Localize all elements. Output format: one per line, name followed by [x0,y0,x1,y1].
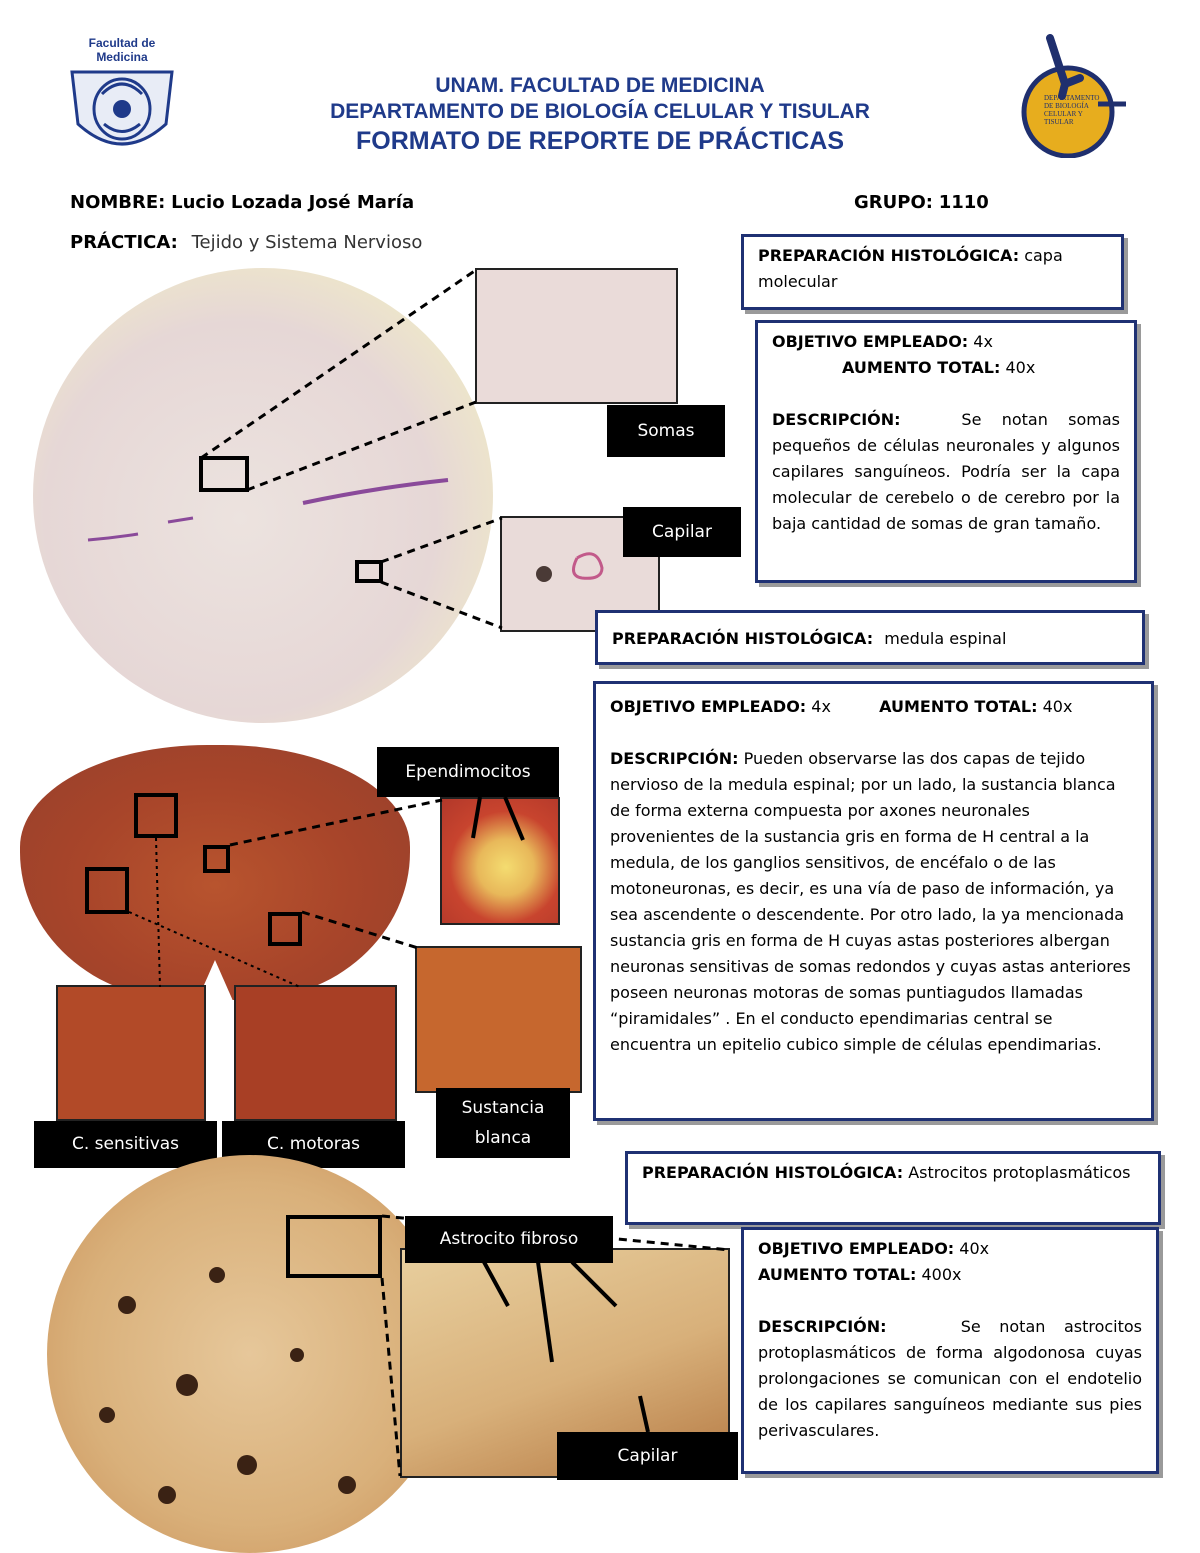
capilar-label-1: Capilar [623,507,741,557]
prep-label-2: PREPARACIÓN HISTOLÓGICA: [612,629,874,648]
white-matter-zoom-image [415,946,582,1093]
motor-zoom-image [234,985,397,1121]
desc-label-3: DESCRIPCIÓN: [758,1317,887,1336]
desc-value-3: Se notan astrocitos protoplasmáticos de forma algodonosa cuyas prolongaciones se comunican con el endotelio de los capilares sanguíneos mediante sus pies perivasculares. [758,1317,1143,1440]
prep-value-3: Astrocitos protoplasmáticos [908,1163,1131,1182]
capilar-region-frame [355,560,383,583]
motoras-label: C. motoras [222,1121,405,1168]
astrocyte-dots [47,1155,452,1553]
capillary-streaks [33,268,493,723]
total-label-1: AUMENTO TOTAL: [842,358,1001,377]
ependymal-zoom-image [440,797,560,925]
name-row [70,192,414,213]
practice-row [70,232,422,253]
group-value: 1110 [938,192,989,213]
somas-zoom-image [475,268,678,404]
ependimocitos-label: Ependimocitos [377,747,559,797]
astrocito-fibroso-label: Astrocito fibroso [405,1216,613,1263]
white-matter-region-frame [268,912,302,946]
header-line3: FORMATO DE REPORTE DE PRÁCTICAS [356,127,844,155]
header-line2: DEPARTAMENTO DE BIOLOGÍA CELULAR Y TISULAR [330,100,870,123]
department-logo-text: DEPARTAMENTO DE BIOLOGÍA CELULAR Y TISULAR [1044,94,1100,126]
prep-label-3: PREPARACIÓN HISTOLÓGICA: [642,1163,904,1182]
prep-value-2: medula espinal [884,629,1007,648]
somas-region-frame [199,456,249,492]
prep-box-2 [595,610,1145,665]
capilar-label-2: Capilar [557,1432,738,1480]
obj-label-3: OBJETIVO EMPLEADO: [758,1239,955,1258]
desc-label-2: DESCRIPCIÓN: [610,749,739,768]
obj-value-1: 4x [973,332,993,351]
group-label: GRUPO: [854,192,933,213]
header-line1: UNAM. FACULTAD DE MEDICINA [435,74,765,97]
sensory-region-frame [134,793,178,838]
prep-value-1: capa molecular [758,246,1063,291]
obj-label-2: OBJETIVO EMPLEADO: [610,697,807,716]
prep-box-3 [625,1151,1161,1225]
sensitivas-label: C. sensitivas [34,1121,217,1168]
ependymal-region-frame [203,845,230,873]
total-label-3: AUMENTO TOTAL: [758,1265,917,1284]
name-value: Lucio Lozada José María [171,192,415,213]
total-value-3: 400x [921,1265,962,1284]
total-label-2: AUMENTO TOTAL: [879,697,1038,716]
prep-label-1: PREPARACIÓN HISTOLÓGICA: [758,246,1020,265]
group-row [854,192,989,213]
practice-value: Tejido y Sistema Nervioso [191,232,423,253]
total-value-1: 40x [1005,358,1036,377]
motor-region-frame [85,867,129,914]
logo-caption: Facultad de Medicina [88,36,156,64]
sustancia-blanca-label: Sustancia blanca [436,1088,570,1158]
desc-box-3 [741,1227,1159,1474]
desc-value-2: Pueden observarse las dos capas de tejido nervioso de la medula espinal; por un lado, la sustancia blanca de forma externa compuesta por axones neuronales provenientes de la sustancia gris en forma de H central a la medula, de los ganglios sensitivos, de encéfalo o de las motoneuronas, es decir, es una vía de paso de información, ya sea ascendente o descendente. Por otro lado, la ya mencionada sustancia gris en forma de H cuyas astas posteriores albergan neuronas sensitivas de somas redondos y cuyas astas anteriores poseen neuronas motoras de somas puntiagudos llamadas “piramidales” . En el conducto ependimarias central se encuentra un epitelio cubico simple de células ependimarias. [610,749,1131,1054]
desc-label-1: DESCRIPCIÓN: [772,410,901,429]
name-label: NOMBRE: [70,192,166,213]
obj-value-2: 4x [811,697,831,716]
department-logo [1010,34,1130,158]
sensory-zoom-image [56,985,206,1121]
total-value-2: 40x [1042,697,1073,716]
obj-value-3: 40x [959,1239,990,1258]
desc-box-2 [593,681,1154,1121]
obj-label-1: OBJETIVO EMPLEADO: [772,332,969,351]
prep-box-1 [741,234,1124,310]
somas-label: Somas [607,405,725,457]
practice-label: PRÁCTICA: [70,232,178,253]
astrocyte-region-frame [286,1215,382,1278]
desc-value-1: Se notan somas pequeños de células neuronales y algunos capilares sanguíneos. Podría ser la capa molecular de cerebelo o de cerebro por la baja cantidad de somas de gran tamaño. [772,410,1120,533]
desc-box-1 [755,320,1137,583]
